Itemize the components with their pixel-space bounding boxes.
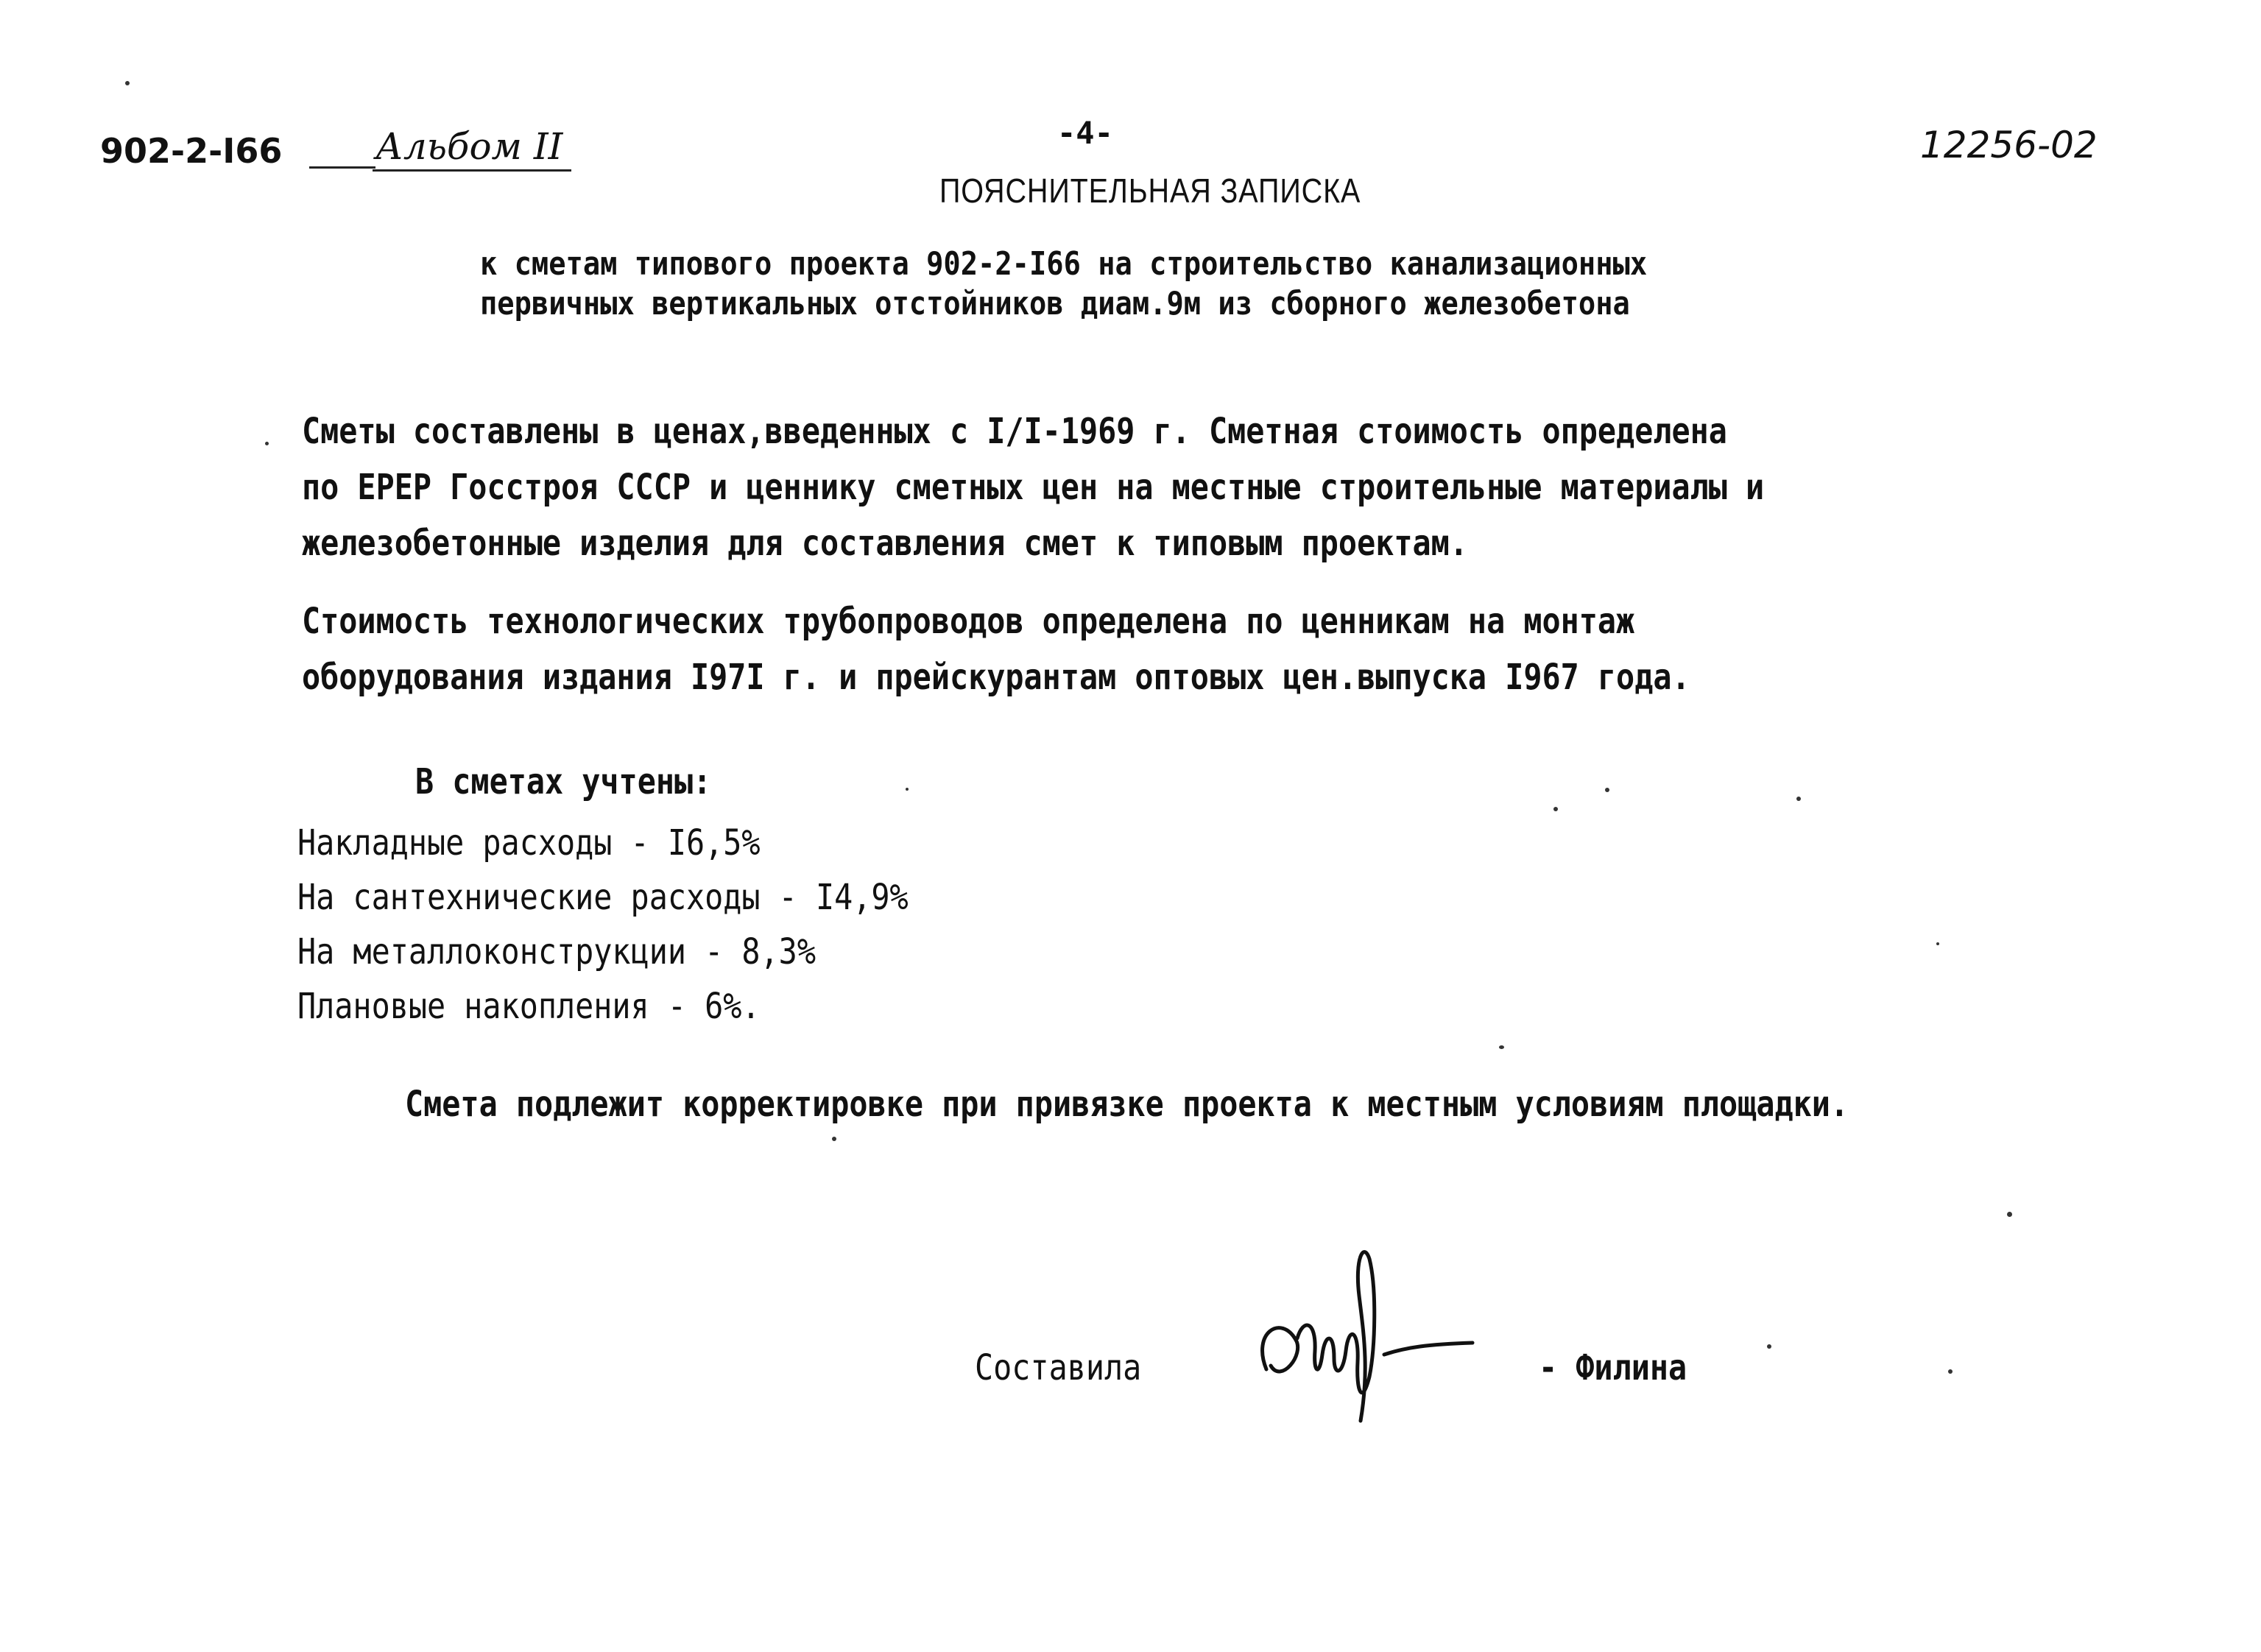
paragraph-line: Сметы составлены в ценах,введенных с I/I-1969 г. Сметная стоимость определена: [302, 411, 1727, 452]
subtitle-line: первичных вертикальных отстойников диам.9м из сборного железобетона: [480, 285, 1630, 322]
scan-speck: [1553, 807, 1558, 811]
rate-item: Накладные расходы - I6,5%: [297, 822, 761, 864]
compiler-name: - Филина: [1539, 1347, 1687, 1388]
paragraph-line: по ЕРЕР Госстроя СССР и ценнику сметных цен на местные строительные материалы и: [302, 467, 1765, 508]
paragraph-line: оборудования издания I97I г. и прейскурантам оптовых цен.выпуска I967 года.: [302, 657, 1690, 698]
paragraph-pricing: [302, 403, 1764, 571]
paragraph-line: Стоимость технологических трубопроводов определена по ценникам на монтаж: [302, 601, 1635, 642]
document-title: ПОЯСНИТЕЛЬНАЯ ЗАПИСКА: [939, 172, 1361, 210]
handwritten-signature: [1252, 1244, 1487, 1436]
scan-speck: [125, 81, 130, 85]
scan-speck: [832, 1137, 836, 1141]
paragraph-line: железобетонные изделия для составления смет к типовым проектам.: [302, 523, 1468, 564]
page-number: -4-: [1057, 115, 1113, 151]
rate-item: На сантехнические расходы - I4,9%: [297, 877, 909, 918]
document-subtitle: [480, 244, 1647, 324]
album-label: Альбом II: [375, 125, 563, 168]
scan-speck: [1499, 1045, 1504, 1049]
scan-speck: [1796, 797, 1801, 801]
project-code: 902-2-I66: [100, 131, 283, 171]
scan-speck: [1767, 1344, 1771, 1349]
scan-speck: [1948, 1369, 1953, 1374]
subtitle-line: к сметам типового проекта 902-2-I66 на строительство канализационных: [480, 245, 1648, 283]
scan-speck: [1605, 788, 1609, 792]
included-heading: В сметах учтены:: [415, 761, 712, 802]
header-underline: [309, 166, 375, 169]
compiled-by-label: Составила: [975, 1347, 1142, 1388]
archive-code: 12256-02: [1920, 124, 2098, 166]
rate-item: На металлоконструкции - 8,3%: [297, 931, 816, 973]
album-underline: [373, 169, 571, 172]
scan-speck: [265, 442, 269, 445]
scan-speck: [2007, 1212, 2012, 1217]
paragraph-pipelines: [302, 593, 1690, 705]
rates-list: [297, 816, 909, 1034]
scan-speck: [906, 788, 909, 791]
correction-note: Смета подлежит корректировке при привязке проекта к местным условиям площадки.: [405, 1084, 1849, 1125]
rate-item: Плановые накопления - 6%.: [297, 986, 761, 1027]
scan-speck: [1936, 942, 1939, 945]
